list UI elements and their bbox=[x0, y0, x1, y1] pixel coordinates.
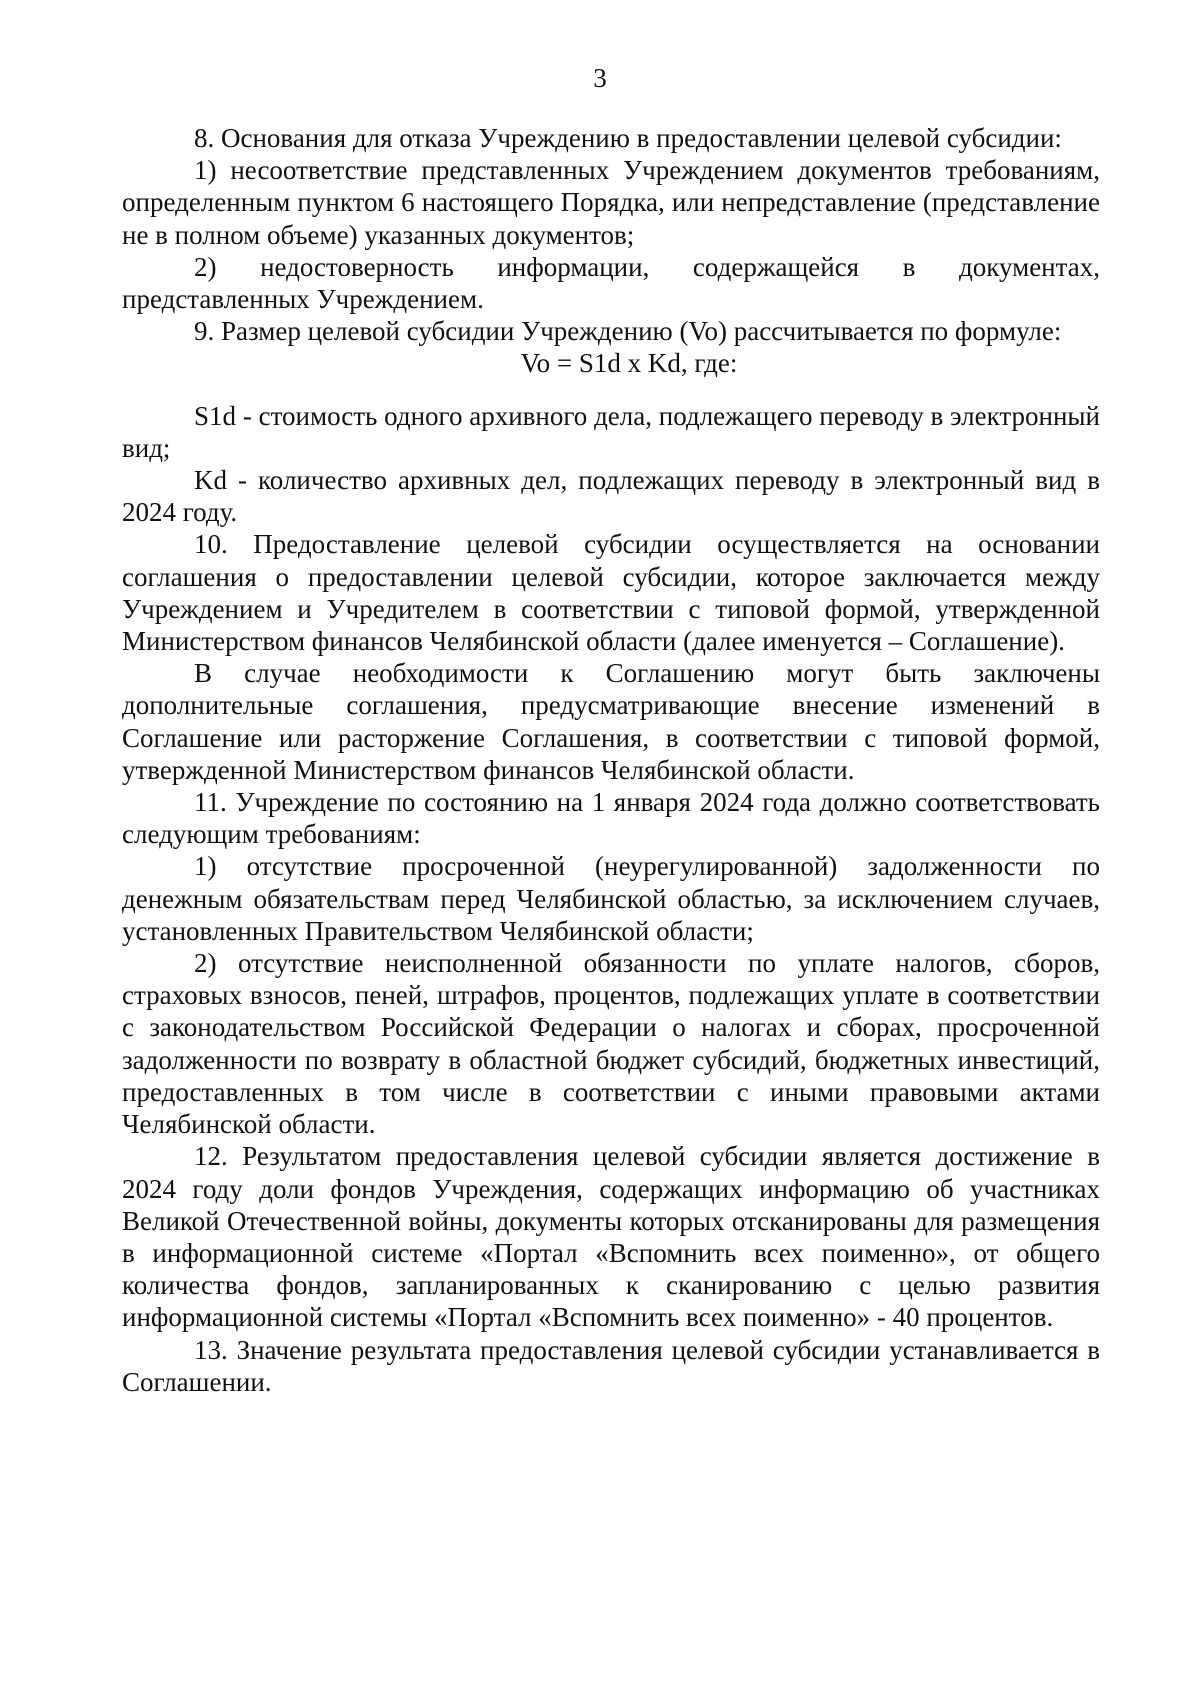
paragraph-8: 8. Основания для отказа Учреждению в предоставлении целевой субсидии: bbox=[194, 123, 1062, 153]
definition-s1d: S1d - стоимость одного архивного дела, подлежащего переводу в электронный вид; bbox=[122, 400, 1100, 463]
document-body bbox=[122, 122, 1100, 1398]
formula: Vo = S1d x Kd, где: bbox=[520, 348, 738, 379]
paragraph-10: 10. Предоставление целевой субсидии осуществляется на основании соглашения о предоставлении целевой субсидии, которое заключается между Учреждением и Учредителем в соответствии с типовой формой, утвержденной Министерством финансов Челябинской области (далее именуется – Соглашение). bbox=[122, 529, 1100, 657]
page-number: 3 bbox=[593, 63, 607, 93]
definition-kd: Kd - количество архивных дел, подлежащих переводу в электронный вид в 2024 году. bbox=[122, 465, 1100, 528]
paragraph-8-item-2: 2) недостоверность информации, содержащейся в документах, представленных Учреждением. bbox=[122, 251, 1100, 315]
paragraph-10-additional: В случае необходимости к Соглашению могут быть заключены дополнительные соглашения, предусматривающие внесение изменений в Соглашение или расторжение Соглашения, в соответствии с типовой формой, утвержденной Министерством финансов Челябинской области. bbox=[122, 658, 1100, 785]
paragraph-12: 12. Результатом предоставления целевой субсидии является достижение в 2024 году доли фондов Учреждения, содержащих информацию об участниках Великой Отечественной войны, документы которых отсканированы для размещения в информационной системе «Портал «Вспомнить всех поименно», от общего количества фондов, запланированных к сканированию с целью развития информационной системы «Портал «Вспомнить всех поименно» - 40 процентов. bbox=[122, 1141, 1100, 1333]
paragraph-9: 9. Размер целевой субсидии Учреждению (Vo) рассчитывается по формуле: bbox=[194, 316, 1062, 347]
paragraph-11: 11. Учреждение по состоянию на 1 января 2024 года должно соответствовать следующим требованиям: bbox=[122, 787, 1100, 850]
paragraph-11-item-2: 2) отсутствие неисполненной обязанности по уплате налогов, сборов, страховых взносов, пеней, штрафов, процентов, подлежащих уплате в соответствии с законодательством Российской Федерации о налогах и сборах, просроченной задолженности по возврату в областной бюджет субсидий, бюджетных инвестиций, предоставленных в том числе в соответствии с иными правовыми актами Челябинской области. bbox=[122, 948, 1100, 1140]
paragraph-11-item-1: 1) отсутствие просроченной (неурегулированной) задолженности по денежным обязательствам перед Челябинской областью, за исключением случаев, установленных Правительством Челябинской области; bbox=[122, 851, 1100, 946]
paragraph-13: 13. Значение результата предоставления целевой субсидии устанавливается в Соглашении. bbox=[122, 1334, 1100, 1397]
paragraph-8-item-1: 1) несоответствие представленных Учреждением документов требованиям, определенным пунктом 6 настоящего Порядка, или непредставление (представление не в полном объеме) указанных документов; bbox=[122, 155, 1100, 250]
